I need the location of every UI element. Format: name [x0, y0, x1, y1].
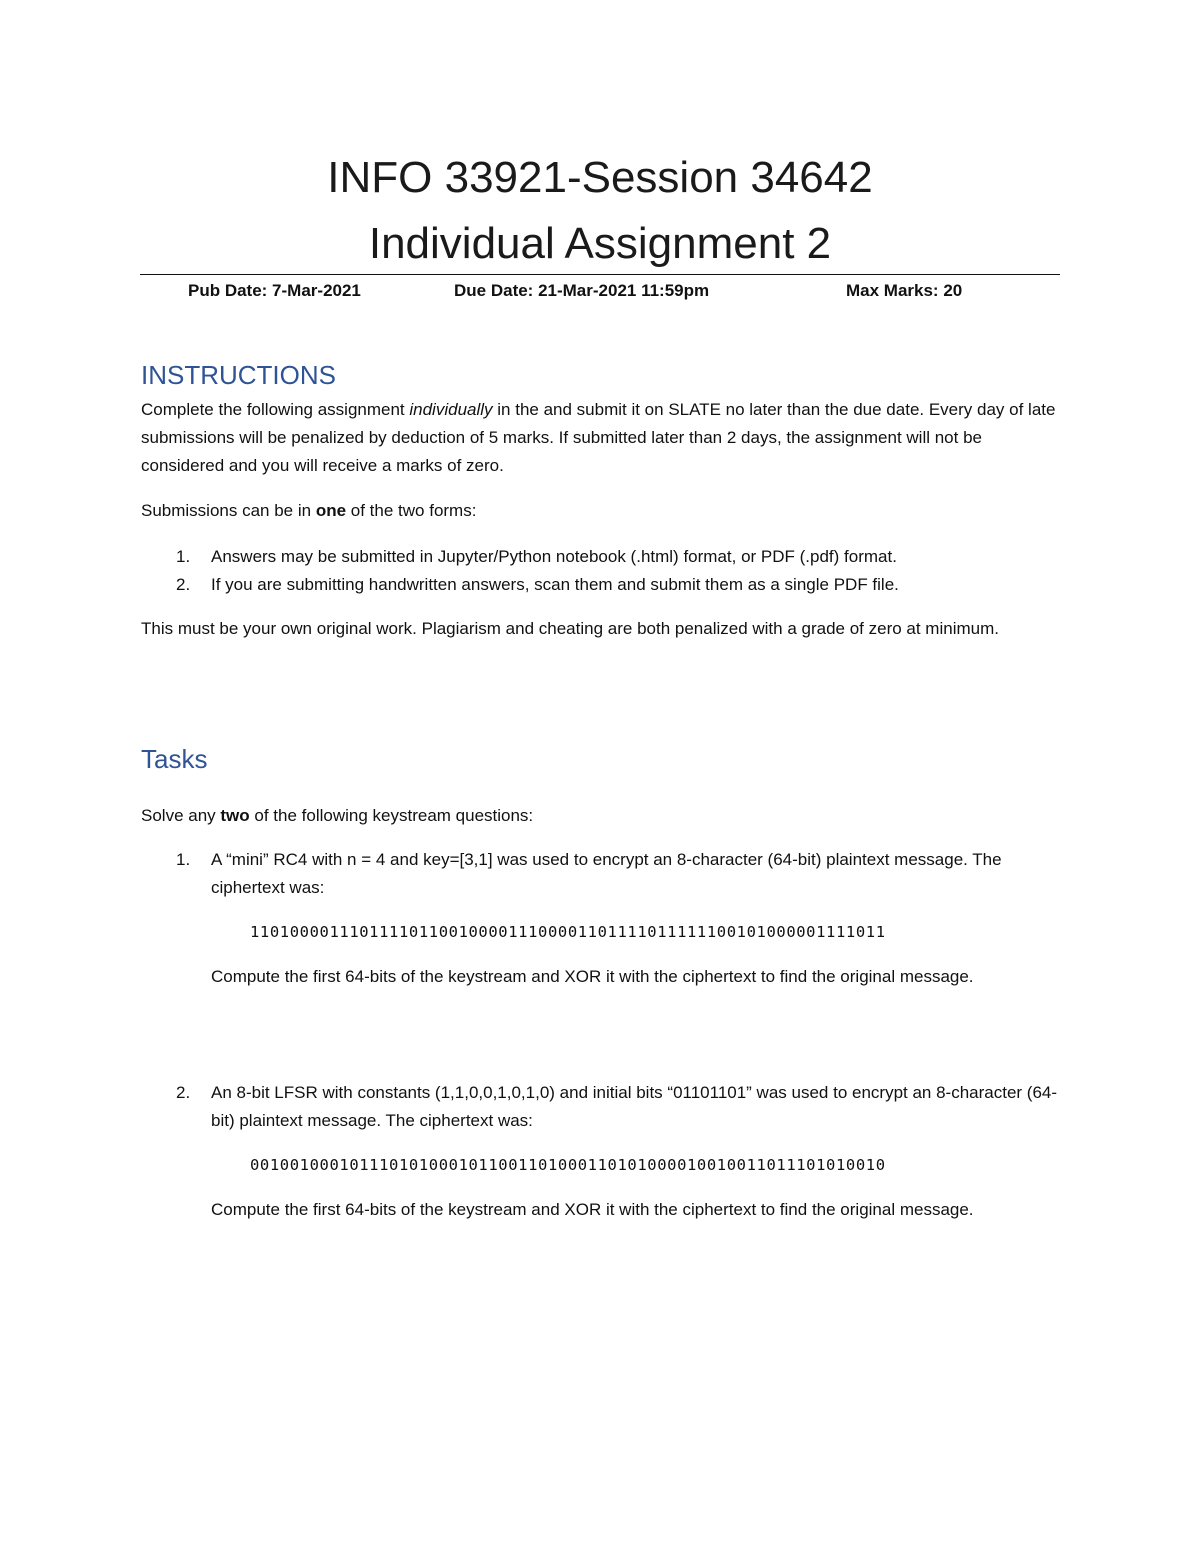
task-instruction: Compute the first 64-bits of the keystream and XOR it with the ciphertext to find the original message.	[211, 1200, 974, 1219]
list-text: If you are submitting handwritten answers, scan them and submit them as a single PDF file.	[211, 575, 899, 594]
ciphertext: 0010010001011101010001011001101000110101000010010011011101010010	[250, 1156, 886, 1174]
list-number: 2.	[176, 575, 191, 594]
originality-paragraph: This must be your own original work. Plagiarism and cheating are both penalized with a grade of zero at minimum.	[141, 619, 999, 638]
forms-intro-start: Submissions can be in	[141, 501, 316, 520]
max-marks: Max Marks: 20	[846, 281, 963, 300]
task-text: An 8-bit LFSR with constants (1,1,0,0,1,0,1,0) and initial bits “01101101” was used to encrypt an 8-character (64-bit) plaintext message. The ciphertext was:	[211, 1083, 1058, 1130]
task-text: A “mini” RC4 with n = 4 and key=[3,1] was used to encrypt an 8-character (64-bit) plaintext message. The ciphertext was:	[211, 850, 1002, 897]
forms-intro-rest: of the two forms:	[346, 501, 477, 520]
tasks-intro	[141, 802, 1061, 830]
list-number: 1.	[176, 547, 191, 566]
title-divider	[140, 274, 1060, 275]
due-date: Due Date: 21-Mar-2021 11:59pm	[454, 281, 710, 300]
instructions-heading: INSTRUCTIONS	[141, 360, 336, 390]
submission-forms-intro	[141, 497, 1061, 525]
task-number: 2.	[176, 1083, 191, 1102]
instructions-text-rest: in the and submit it on SLATE no later than the due date. Every day of late submissions will be penalized by deduction of 5 marks. If submitted later than 2 days, the assignment will not be considered and you will receive a marks of zero.	[141, 400, 1056, 475]
tasks-intro-start: Solve any	[141, 806, 221, 825]
instructions-emphasis: individually	[409, 400, 493, 419]
instructions-paragraph	[141, 396, 1061, 480]
forms-intro-bold: one	[315, 501, 347, 520]
tasks-intro-bold: two	[220, 806, 250, 825]
tasks-heading: Tasks	[141, 744, 208, 774]
tasks-intro-rest: of the following keystream questions:	[249, 806, 534, 825]
list-text: Answers may be submitted in Jupyter/Python notebook (.html) format, or PDF (.pdf) format.	[211, 547, 897, 566]
task-number: 1.	[176, 850, 191, 869]
pub-date: Pub Date: 7-Mar-2021	[188, 281, 361, 300]
ciphertext: 1101000011101111011001000011100001101111011111100101000001111011	[250, 923, 886, 941]
task-instruction: Compute the first 64-bits of the keystream and XOR it with the ciphertext to find the original message.	[211, 967, 974, 986]
document-title: INFO 33921-Session 34642	[327, 153, 873, 202]
document-subtitle: Individual Assignment 2	[368, 219, 832, 268]
instructions-text-start: Complete the following assignment	[141, 400, 410, 419]
